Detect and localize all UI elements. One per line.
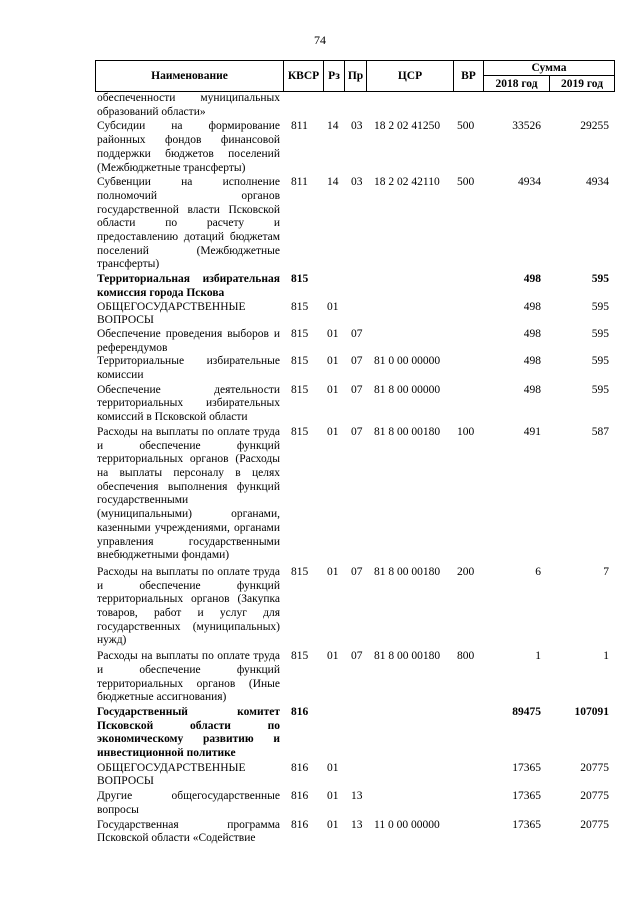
row-kvsr: 815 [291,383,309,396]
row-csr: 18 2 02 42110 [374,176,440,189]
row-vr: 500 [457,176,475,189]
row-rz: 01 [327,761,339,774]
row-kvsr: 811 [291,120,308,133]
row-s2018: 17365 [512,790,541,803]
header-pr: Пр [344,61,366,91]
table-row [95,426,615,563]
row-s2019: 4934 [586,176,609,189]
table-row [95,762,615,789]
row-vr: 100 [457,425,475,438]
row-s2019: 107091 [574,705,609,718]
header-2018: 2018 год [483,76,549,91]
row-rz: 01 [327,383,339,396]
row-rz: 01 [327,565,339,578]
header-csr: ЦСР [366,61,453,91]
row-pr: 07 [351,425,363,438]
row-csr: 81 0 00 00000 [374,355,441,368]
budget-table [95,60,615,846]
row-name: Субсидии на формирование районных фондов финансовой поддержки бюджетов поселений (Межбюджетные трансферты) [97,120,280,174]
header-vr: ВР [453,61,483,91]
row-name: обеспеченности муниципальных образований области» [97,92,280,118]
row-s2019: 587 [591,425,609,438]
row-rz: 01 [327,355,339,368]
table-row [95,328,615,355]
row-s2018: 498 [523,355,541,368]
row-vr: 800 [457,650,475,663]
row-s2019: 595 [591,327,609,340]
row-s2018: 6 [535,565,541,578]
row-vr: 200 [457,565,475,578]
row-s2019: 1 [603,650,609,663]
row-rz: 01 [327,425,339,438]
row-s2019: 595 [591,273,609,286]
row-name: Другие общегосударственные вопросы [97,790,280,816]
row-kvsr: 815 [291,565,309,578]
header-rz: Рз [323,61,344,91]
row-s2018: 4934 [518,176,541,189]
row-csr: 11 0 00 00000 [374,818,440,831]
table-row [95,273,615,300]
row-name: ОБЩЕГОСУДАРСТВЕННЫЕ ВОПРОСЫ [97,300,246,327]
header-kvsr: КВСР [283,61,323,91]
row-pr: 03 [351,176,363,189]
row-pr: 03 [351,120,363,133]
table-header [95,60,615,92]
row-s2019: 29255 [580,120,609,133]
row-rz: 14 [327,120,339,133]
row-s2018: 498 [523,300,541,313]
row-pr: 07 [351,327,363,340]
row-kvsr: 816 [291,705,309,718]
table-row [95,384,615,425]
row-vr: 500 [457,120,475,133]
row-csr: 81 8 00 00180 [374,650,441,663]
page-number: 74 [314,33,326,47]
table-row [95,819,615,846]
row-name: Расходы на выплаты по оплате труда и обеспечение функций территориальных органов (Расходы на выплаты персоналу в целях обеспечения выполнения функций государственными (муниципальными) органами, казенными учреждениями, органами управления государственными внебюджетными фондами) [97,425,280,562]
row-rz: 01 [327,327,339,340]
row-s2018: 491 [523,425,541,438]
table-row [95,650,615,705]
row-name: Государственный комитет Псковской области по экономическому развитию и инвестиционной политике [97,705,280,760]
row-csr: 81 8 00 00180 [374,565,441,578]
row-kvsr: 816 [291,818,309,831]
row-s2018: 17365 [512,761,541,774]
row-s2018: 1 [535,650,541,663]
row-name: Государственная программа Псковской области «Содействие [97,818,280,845]
header-name: Наименование [151,70,228,82]
table-row [95,176,615,272]
row-s2018: 89475 [512,705,541,718]
row-s2018: 498 [523,383,541,396]
row-name: Территориальная избирательная комиссия города Пскова [97,273,280,299]
row-rz: 01 [327,818,339,831]
row-kvsr: 815 [291,300,309,313]
row-pr: 07 [351,650,363,663]
row-pr: 07 [351,355,363,368]
row-s2019: 20775 [580,761,609,774]
row-csr: 81 8 00 00180 [374,425,441,438]
row-name: Территориальные избирательные комиссии [97,355,280,382]
row-pr: 07 [351,383,363,396]
row-kvsr: 816 [291,790,309,803]
row-name: Обеспечение проведения выборов и референдумов [97,327,280,354]
row-s2018: 498 [523,273,541,286]
row-s2019: 595 [591,300,609,313]
row-s2019: 595 [591,383,609,396]
row-kvsr: 815 [291,327,309,340]
row-s2019: 7 [603,565,609,578]
row-s2018: 17365 [512,818,541,831]
row-s2019: 20775 [580,818,609,831]
row-rz: 01 [327,790,339,803]
row-kvsr: 815 [291,425,309,438]
table-row [95,355,615,382]
table-row [95,92,615,119]
row-name: ОБЩЕГОСУДАРСТВЕННЫЕ ВОПРОСЫ [97,761,246,788]
row-name: Обеспечение деятельности территориальных избирательных комиссий в Псковской области [97,383,280,424]
row-kvsr: 815 [291,355,309,368]
table-row [95,566,615,648]
row-kvsr: 811 [291,176,308,189]
table-row [95,120,615,175]
row-pr: 07 [351,565,363,578]
row-name: Субвенции на исполнение полномочий органов государственной власти Псковской области по расчету и предоставлению дотаций бюджетам поселений (Межбюджетные трансферты) [97,176,280,271]
header-2019: 2019 год [549,76,614,91]
row-kvsr: 815 [291,273,309,286]
row-name: Расходы на выплаты по оплате труда и обеспечение функций территориальных органов (Закупка товаров, работ и услуг для государственных (муниципальных) нужд) [97,565,280,647]
row-s2019: 20775 [580,790,609,803]
row-kvsr: 815 [291,650,309,663]
table-body [95,92,615,846]
row-pr: 13 [351,818,363,831]
row-kvsr: 816 [291,761,309,774]
row-rz: 01 [327,650,339,663]
row-s2019: 595 [591,355,609,368]
row-csr: 81 8 00 00000 [374,383,441,396]
row-rz: 01 [327,300,339,313]
row-rz: 14 [327,176,339,189]
table-row [95,706,615,761]
header-sum: Сумма [483,61,614,76]
table-row [95,790,615,817]
row-s2018: 498 [523,327,541,340]
row-s2018: 33526 [512,120,541,133]
row-pr: 13 [351,790,363,803]
table-row [95,301,615,328]
row-csr: 18 2 02 41250 [374,120,441,133]
row-name: Расходы на выплаты по оплате труда и обеспечение функций территориальных органов (Иные бюджетные ассигнования) [97,650,280,704]
